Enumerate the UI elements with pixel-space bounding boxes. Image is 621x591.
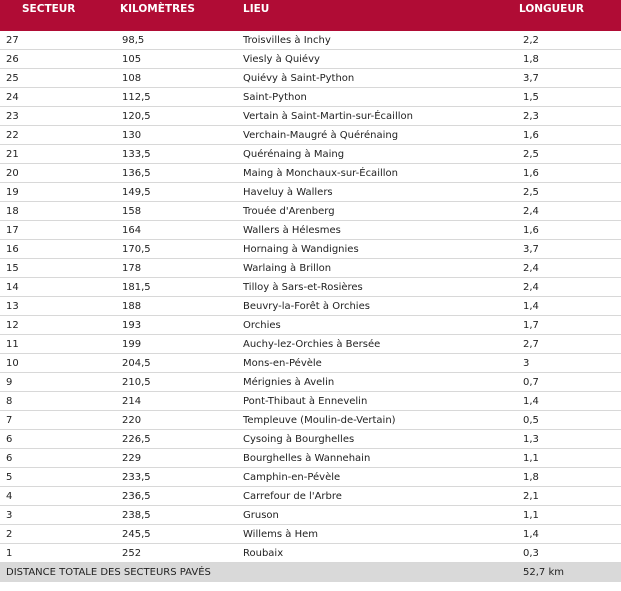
cell-kilometres: 236,5 <box>111 487 239 506</box>
table-row <box>0 278 621 297</box>
cell-secteur: 1 <box>0 544 111 563</box>
cell-kilometres: 188 <box>111 297 239 316</box>
cell-kilometres: 98,5 <box>111 31 239 50</box>
cell-longueur: 1,1 <box>516 449 621 468</box>
cell-lieu: Maing à Monchaux-sur-Écaillon <box>239 164 516 183</box>
cell-longueur: 1,3 <box>516 430 621 449</box>
cell-longueur: 2,4 <box>516 278 621 297</box>
cell-lieu: Mérignies à Avelin <box>239 373 516 392</box>
header-longueur: LONGUEUR <box>516 0 621 31</box>
table-row <box>0 88 621 107</box>
cell-kilometres: 214 <box>111 392 239 411</box>
cell-secteur: 18 <box>0 202 111 221</box>
cell-kilometres: 120,5 <box>111 107 239 126</box>
cell-secteur: 27 <box>0 31 111 50</box>
cell-lieu: Quérénaing à Maing <box>239 145 516 164</box>
cell-secteur: 22 <box>0 126 111 145</box>
cell-kilometres: 158 <box>111 202 239 221</box>
table-row <box>0 202 621 221</box>
cell-lieu: Viesly à Quiévy <box>239 50 516 69</box>
cell-kilometres: 245,5 <box>111 525 239 544</box>
cell-lieu: Verchain-Maugré à Quérénaing <box>239 126 516 145</box>
cell-longueur: 0,5 <box>516 411 621 430</box>
header-row <box>0 0 621 31</box>
cell-lieu: Trouée d'Arenberg <box>239 202 516 221</box>
cell-longueur: 2,3 <box>516 107 621 126</box>
cell-longueur: 0,7 <box>516 373 621 392</box>
cell-secteur: 14 <box>0 278 111 297</box>
cell-lieu: Bourghelles à Wannehain <box>239 449 516 468</box>
cell-kilometres: 170,5 <box>111 240 239 259</box>
cell-longueur: 1,4 <box>516 525 621 544</box>
table-row <box>0 430 621 449</box>
cell-lieu: Beuvry-la-Forêt à Orchies <box>239 297 516 316</box>
cell-kilometres: 149,5 <box>111 183 239 202</box>
table-row <box>0 145 621 164</box>
cell-lieu: Wallers à Hélesmes <box>239 221 516 240</box>
table-row <box>0 544 621 563</box>
cell-secteur: 10 <box>0 354 111 373</box>
cell-longueur: 2,5 <box>516 145 621 164</box>
cell-secteur: 6 <box>0 430 111 449</box>
table-row <box>0 221 621 240</box>
cell-lieu: Gruson <box>239 506 516 525</box>
table-row <box>0 107 621 126</box>
cell-kilometres: 204,5 <box>111 354 239 373</box>
cell-secteur: 7 <box>0 411 111 430</box>
cell-longueur: 0,3 <box>516 544 621 563</box>
cell-secteur: 26 <box>0 50 111 69</box>
total-value: 52,7 km <box>516 563 621 583</box>
cell-lieu: Tilloy à Sars-et-Rosières <box>239 278 516 297</box>
cell-kilometres: 193 <box>111 316 239 335</box>
table-row <box>0 449 621 468</box>
cell-longueur: 3,7 <box>516 69 621 88</box>
header-kilometres: KILOMÈTRES <box>111 0 239 31</box>
cell-lieu: Carrefour de l'Arbre <box>239 487 516 506</box>
cell-kilometres: 181,5 <box>111 278 239 297</box>
cell-kilometres: 136,5 <box>111 164 239 183</box>
table-row <box>0 297 621 316</box>
cell-longueur: 2,5 <box>516 183 621 202</box>
table-row <box>0 392 621 411</box>
table-row <box>0 316 621 335</box>
table-body <box>0 31 621 563</box>
cell-kilometres: 178 <box>111 259 239 278</box>
cell-longueur: 1,7 <box>516 316 621 335</box>
total-row <box>0 563 621 583</box>
table-row <box>0 240 621 259</box>
cell-lieu: Cysoing à Bourghelles <box>239 430 516 449</box>
cell-kilometres: 105 <box>111 50 239 69</box>
table-row <box>0 31 621 50</box>
cell-secteur: 8 <box>0 392 111 411</box>
table-row <box>0 335 621 354</box>
cell-kilometres: 226,5 <box>111 430 239 449</box>
cell-secteur: 23 <box>0 107 111 126</box>
table-row <box>0 259 621 278</box>
cell-longueur: 1,6 <box>516 164 621 183</box>
cell-lieu: Troisvilles à Inchy <box>239 31 516 50</box>
table-row <box>0 164 621 183</box>
cell-longueur: 1,4 <box>516 297 621 316</box>
cell-longueur: 2,2 <box>516 31 621 50</box>
cell-lieu: Quiévy à Saint-Python <box>239 69 516 88</box>
cell-longueur: 1,5 <box>516 88 621 107</box>
cell-longueur: 1,6 <box>516 126 621 145</box>
cell-lieu: Auchy-lez-Orchies à Bersée <box>239 335 516 354</box>
cell-lieu: Vertain à Saint-Martin-sur-Écaillon <box>239 107 516 126</box>
cell-kilometres: 199 <box>111 335 239 354</box>
cell-longueur: 2,7 <box>516 335 621 354</box>
table-header <box>0 0 621 31</box>
table-row <box>0 487 621 506</box>
cell-kilometres: 229 <box>111 449 239 468</box>
cell-secteur: 11 <box>0 335 111 354</box>
header-secteur: SECTEUR <box>0 0 111 31</box>
cell-lieu: Mons-en-Pévèle <box>239 354 516 373</box>
cell-kilometres: 108 <box>111 69 239 88</box>
cell-kilometres: 233,5 <box>111 468 239 487</box>
total-label: DISTANCE TOTALE DES SECTEURS PAVÉS <box>0 563 516 583</box>
cell-secteur: 20 <box>0 164 111 183</box>
cell-secteur: 6 <box>0 449 111 468</box>
cell-kilometres: 112,5 <box>111 88 239 107</box>
table-row <box>0 506 621 525</box>
table-row <box>0 126 621 145</box>
cell-longueur: 1,8 <box>516 468 621 487</box>
cell-kilometres: 220 <box>111 411 239 430</box>
cell-longueur: 2,4 <box>516 202 621 221</box>
cell-longueur: 3,7 <box>516 240 621 259</box>
table-row <box>0 354 621 373</box>
table-row <box>0 373 621 392</box>
cell-secteur: 17 <box>0 221 111 240</box>
cell-lieu: Hornaing à Wandignies <box>239 240 516 259</box>
cell-secteur: 25 <box>0 69 111 88</box>
cell-secteur: 4 <box>0 487 111 506</box>
table-row <box>0 468 621 487</box>
cell-secteur: 9 <box>0 373 111 392</box>
cell-longueur: 1,8 <box>516 50 621 69</box>
cell-lieu: Willems à Hem <box>239 525 516 544</box>
cell-lieu: Orchies <box>239 316 516 335</box>
cell-secteur: 3 <box>0 506 111 525</box>
cell-longueur: 2,1 <box>516 487 621 506</box>
cell-lieu: Camphin-en-Pévèle <box>239 468 516 487</box>
table-row <box>0 50 621 69</box>
cell-secteur: 13 <box>0 297 111 316</box>
cell-kilometres: 210,5 <box>111 373 239 392</box>
cell-kilometres: 130 <box>111 126 239 145</box>
table-footer <box>0 563 621 583</box>
cell-secteur: 12 <box>0 316 111 335</box>
cell-secteur: 19 <box>0 183 111 202</box>
cell-lieu: Pont-Thibaut à Ennevelin <box>239 392 516 411</box>
cell-lieu: Saint-Python <box>239 88 516 107</box>
cell-longueur: 1,1 <box>516 506 621 525</box>
cell-kilometres: 252 <box>111 544 239 563</box>
cell-secteur: 5 <box>0 468 111 487</box>
table-row <box>0 525 621 544</box>
table-row <box>0 411 621 430</box>
cell-secteur: 21 <box>0 145 111 164</box>
cell-lieu: Templeuve (Moulin-de-Vertain) <box>239 411 516 430</box>
cell-kilometres: 164 <box>111 221 239 240</box>
header-lieu: LIEU <box>239 0 516 31</box>
cell-longueur: 3 <box>516 354 621 373</box>
table-row <box>0 183 621 202</box>
cell-kilometres: 133,5 <box>111 145 239 164</box>
table-row <box>0 69 621 88</box>
cell-longueur: 2,4 <box>516 259 621 278</box>
cell-longueur: 1,6 <box>516 221 621 240</box>
cell-longueur: 1,4 <box>516 392 621 411</box>
cell-secteur: 2 <box>0 525 111 544</box>
cell-lieu: Haveluy à Wallers <box>239 183 516 202</box>
cell-lieu: Warlaing à Brillon <box>239 259 516 278</box>
cell-secteur: 16 <box>0 240 111 259</box>
cell-secteur: 24 <box>0 88 111 107</box>
cell-kilometres: 238,5 <box>111 506 239 525</box>
cell-secteur: 15 <box>0 259 111 278</box>
cell-lieu: Roubaix <box>239 544 516 563</box>
